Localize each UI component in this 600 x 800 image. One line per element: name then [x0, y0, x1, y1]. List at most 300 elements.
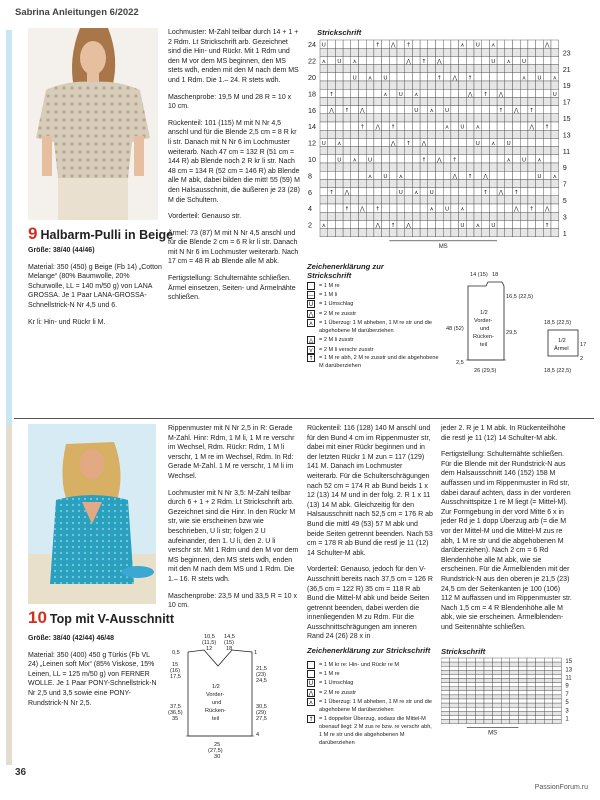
chart1-cell — [528, 171, 536, 179]
chart1-cell — [520, 179, 528, 187]
chart1-cell — [459, 65, 467, 73]
chart1-cell-symbol: U — [337, 59, 342, 65]
chart1-cell — [451, 220, 459, 228]
chart1-cell — [513, 179, 521, 187]
chart1-cell-symbol: ⋏ — [444, 124, 450, 131]
chart1-cell — [436, 147, 444, 155]
chart1-cell — [520, 171, 528, 179]
chart1-cell — [397, 229, 405, 237]
chart1-cell-symbol: ↑ — [529, 206, 535, 213]
chart2-cell — [518, 711, 527, 715]
chart1-cell — [328, 212, 336, 220]
chart2-cell — [475, 687, 484, 691]
chart1-cell — [335, 212, 343, 220]
chart2-cell — [501, 695, 510, 699]
chart1-cell-symbol: ↑ — [421, 59, 427, 65]
chart2-cell — [527, 670, 536, 674]
chart1-cell — [436, 89, 444, 97]
chart1-cell — [366, 40, 374, 48]
chart1-cell — [451, 56, 459, 64]
chart1-cell — [451, 212, 459, 220]
chart1-cell — [420, 48, 428, 56]
chart1-cell — [466, 40, 474, 48]
chart2-cell — [536, 679, 545, 683]
legend-text: = 1 doppelter Überzug, sodass die Mittel-M obenauf liegt: 2 M zus re bzw. re verschr abh, 1 M re str und die abgehobenen M darüberziehen — [319, 715, 432, 746]
chart1-cell — [505, 147, 513, 155]
chart1-cell — [420, 204, 428, 212]
chart1-cell — [420, 179, 428, 187]
photo-turquoise-top-image — [28, 424, 156, 604]
chart1-cell — [420, 188, 428, 196]
chart1-cell — [366, 114, 374, 122]
chart1-cell — [451, 114, 459, 122]
chart1-cell — [443, 65, 451, 73]
chart1-cell — [366, 106, 374, 114]
project2-legend-row — [307, 679, 435, 688]
chart1-cell-symbol: ↑ — [344, 206, 350, 213]
chart1-cell — [551, 147, 559, 155]
chart1-cell — [459, 73, 467, 81]
chart2-cell — [450, 695, 459, 699]
chart1-cell — [482, 122, 490, 130]
chart1-cell — [389, 188, 397, 196]
chart1-cell — [482, 138, 490, 146]
chart1-cell — [359, 89, 367, 97]
chart1-cell-symbol: U — [475, 42, 480, 49]
chart1-cell-symbol: ⋏ — [414, 91, 419, 98]
chart2-cell — [441, 683, 450, 687]
chart2-cell — [553, 658, 562, 662]
p2-schema-top2: (11,5) — [202, 640, 217, 646]
chart2-cell — [510, 715, 519, 719]
chart1-cell — [428, 220, 436, 228]
chart1-cell — [497, 56, 505, 64]
chart1-cell — [389, 155, 397, 163]
chart1-cell — [428, 56, 436, 64]
chart1-cell — [466, 179, 474, 187]
chart1-cell-symbol: ⋀ — [437, 59, 442, 65]
chart2-cell — [544, 699, 553, 703]
chart1-cell — [520, 114, 528, 122]
chart2-cell — [501, 699, 510, 703]
chart2-cell — [527, 683, 536, 687]
chart2-cell — [450, 703, 459, 707]
chart1-cell-symbol: ⋀ — [437, 157, 442, 164]
legend-symbol-icon: ↑ — [308, 715, 314, 723]
p2-schema-side2: (36,5) — [168, 710, 183, 716]
chart1-cell — [397, 212, 405, 220]
chart1-cell — [466, 130, 474, 138]
chart1-cell — [451, 48, 459, 56]
chart1-cell — [459, 147, 467, 155]
chart2-cell — [458, 666, 467, 670]
chart1-cell — [412, 65, 420, 73]
p1-sleeve-bottom: 18,5 (22,5) — [544, 368, 572, 374]
chart1-cell — [366, 97, 374, 105]
project2-chart-title: Strickschrift — [441, 647, 486, 656]
chart1-cell — [489, 106, 497, 114]
chart1-cell — [412, 48, 420, 56]
chart1-cell — [405, 65, 413, 73]
chart1-cell — [451, 179, 459, 187]
chart1-cell — [459, 229, 467, 237]
p1-sleeve-rib: 2 — [580, 356, 584, 362]
chart1-cell-symbol: ⋏ — [537, 157, 542, 164]
chart2-cell — [536, 683, 545, 687]
chart2-cell — [544, 715, 553, 719]
chart1-cell — [474, 212, 482, 220]
chart1-cell — [412, 196, 420, 204]
chart2-cell — [493, 687, 502, 691]
chart1-cell — [436, 179, 444, 187]
chart2-cell — [527, 662, 536, 666]
p1-schema-height: 48 (52) — [446, 326, 464, 332]
chart1-cell — [436, 171, 444, 179]
chart1-cell — [328, 130, 336, 138]
chart2-cell — [536, 711, 545, 715]
chart1-cell — [420, 89, 428, 97]
chart1-cell — [551, 81, 559, 89]
chart1-cell — [459, 81, 467, 89]
chart2-cell — [518, 699, 527, 703]
chart1-cell — [443, 155, 451, 163]
chart2-cell — [527, 699, 536, 703]
chart1-cell — [459, 171, 467, 179]
chart1-cell — [528, 138, 536, 146]
chart2-cell — [518, 691, 527, 695]
chart2-cell — [501, 670, 510, 674]
chart1-cell — [443, 188, 451, 196]
p1-schema-l4: Rücken- — [473, 334, 494, 340]
chart1-cell — [520, 48, 528, 56]
chart1-cell — [459, 130, 467, 138]
chart2-cell — [458, 691, 467, 695]
chart1-cell — [420, 171, 428, 179]
chart1-cell — [359, 188, 367, 196]
chart1-cell-symbol: U — [460, 124, 465, 131]
chart1-cell — [505, 212, 513, 220]
chart1-cell — [420, 212, 428, 220]
chart1-cell — [405, 147, 413, 155]
chart1-cell-symbol: ↑ — [390, 223, 396, 229]
project1-knit-chart-svg — [307, 38, 577, 250]
chart1-cell — [543, 138, 551, 146]
chart1-cell — [520, 89, 528, 97]
chart1-cell — [536, 212, 544, 220]
chart2-cell — [527, 711, 536, 715]
chart1-cell-symbol: U — [321, 141, 326, 147]
chart1-cell-symbol: ⋀ — [483, 173, 488, 180]
project2-legend-row — [307, 688, 435, 697]
chart2-cell — [518, 666, 527, 670]
p2-schema-neck1: 14,5 — [224, 634, 235, 640]
chart1-cell — [335, 179, 343, 187]
chart1-cell — [412, 122, 420, 130]
chart1-cell — [513, 122, 521, 130]
legend-symbol-icon — [307, 661, 315, 669]
chart1-cell — [397, 97, 405, 105]
project1-maschenprobe: Maschenprobe: 19,5 M und 28 R = 10 x 10 cm. — [168, 93, 292, 111]
chart2-cell — [475, 711, 484, 715]
project2-knit-chart — [441, 656, 591, 738]
chart1-row-label-right: 19 — [562, 81, 571, 91]
project2-vorderteil: Vorderteil: Genauso, jedoch für den V-Ausschnitt bereits nach 37,5 cm = 126 R (36,5 cm = 122 R) 35 cm = 118 R ab Bund die Mittel-M abk und beide Seiten getrennt beenden, dabei werden die innenliegenden M zu Rdm. Für die Ausschnittschrägungen am inneren Rand 24 (26) 28 x in — [307, 566, 433, 641]
chart1-cell — [459, 163, 467, 171]
chart1-cell — [459, 114, 467, 122]
chart1-cell — [366, 204, 374, 212]
chart1-cell — [528, 212, 536, 220]
project1-chart-title: Strickschrift — [317, 28, 362, 37]
project1-middle-column — [168, 28, 300, 310]
chart1-cell-symbol: ⋏ — [321, 59, 326, 65]
chart1-cell — [397, 163, 405, 171]
chart1-cell — [497, 171, 505, 179]
chart2-cell — [527, 707, 536, 711]
chart2-cell — [450, 670, 459, 674]
chart1-cell — [328, 97, 336, 105]
chart1-cell-symbol: ↑ — [467, 173, 473, 180]
chart1-cell-symbol: ↑ — [483, 91, 488, 98]
chart1-cell — [374, 188, 382, 196]
chart1-cell — [428, 97, 436, 105]
chart1-cell — [328, 171, 336, 179]
chart1-cell — [359, 97, 367, 105]
legend-text: = 2 M li zusstr — [319, 337, 354, 344]
project2-rueckenteil: Rückenteil: 116 (128) 140 M anschl und für den Bund 4 cm im Rippenmuster str, dabei mit einer Rückr beginnen und in der letzten Rückr 1 M zun = 117 (129) 141 M. Danach im Lochmuster weiterarb. Für die Schulterschrägungen nach 52 cm = 174 R ab Bund beids 1 x 12 (13) 14 M und in der folg. 2. R 1 x 11 (13) 14 M abk. Gleichzeitig für den Halsausschnitt nach 52,5 cm = 176 R ab Bund die mittl 49 (53) 57 M abk und beide Seiten getrennt beenden. Nach 53 cm = 178 R ab Bund die restl je 11 (12) 14 Schulter-M abk. — [307, 425, 433, 557]
p2-schema-b3: 30 — [214, 754, 221, 760]
p2-schema-sh2: 1 — [254, 650, 258, 656]
chart1-cell — [328, 122, 336, 130]
chart1-cell — [513, 138, 521, 146]
chart1-cell — [497, 48, 505, 56]
chart1-cell-symbol: U — [444, 206, 450, 213]
chart1-cell — [459, 138, 467, 146]
chart2-cell — [458, 711, 467, 715]
chart1-cell — [366, 196, 374, 204]
chart1-cell — [374, 147, 382, 155]
chart1-cell — [474, 65, 482, 73]
chart1-cell — [459, 89, 467, 97]
chart2-cell — [544, 662, 553, 666]
chart2-cell — [501, 703, 510, 707]
chart2-cell — [467, 707, 476, 711]
chart2-cell — [475, 666, 484, 670]
chart2-cell — [441, 707, 450, 711]
project2-rippen: Rippenmuster mit N Nr 2,5 in R: Gerade M-Zahl. Hinr: Rdm, 1 M li, 1 M re verschr im Wechsel, Rdm. Rückr: Rdm, 1 M li verschr, 1 M re im Wechsel, Rdm. In Rd: Gerade M-Zahl. 1 M re verschr, 1 M li im Wechsel. — [168, 425, 295, 480]
chart1-cell — [528, 89, 536, 97]
chart1-cell — [459, 212, 467, 220]
chart2-cell — [441, 658, 450, 662]
chart2-cell — [493, 658, 502, 662]
chart1-cell — [482, 155, 490, 163]
chart1-cell — [505, 114, 513, 122]
chart2-cell — [536, 662, 545, 666]
chart2-cell — [536, 703, 545, 707]
chart1-row-label-left: 12 — [308, 138, 316, 148]
chart2-cell — [501, 658, 510, 662]
chart1-cell — [405, 229, 413, 237]
chart1-cell — [382, 114, 390, 122]
chart2-cell — [493, 707, 502, 711]
chart2-cell — [484, 670, 493, 674]
chart1-cell — [474, 81, 482, 89]
chart2-cell — [441, 695, 450, 699]
chart1-cell — [405, 81, 413, 89]
chart1-cell — [474, 229, 482, 237]
chart2-cell — [475, 674, 484, 678]
chart1-cell — [497, 229, 505, 237]
project1-kr-li: Kr li: Hin- und Rückr li M. — [28, 318, 106, 326]
chart1-row-label-right: 21 — [562, 64, 571, 74]
chart1-cell — [536, 229, 544, 237]
chart1-cell — [497, 147, 505, 155]
chart2-cell — [484, 679, 493, 683]
project2-col3a: jeder 2. R je 1 M abk. In Rückenteilhöhe die restl je 11 (12) 14 Schulter-M abk. — [441, 425, 566, 442]
chart1-cell — [320, 114, 328, 122]
chart1-cell — [335, 196, 343, 204]
chart1-cell — [412, 212, 420, 220]
chart1-cell — [374, 89, 382, 97]
chart1-cell — [428, 65, 436, 73]
chart1-cell — [543, 97, 551, 105]
chart1-row-label-left: 22 — [308, 56, 316, 66]
chart1-cell — [513, 220, 521, 228]
chart1-cell — [420, 81, 428, 89]
chart1-cell — [412, 73, 420, 81]
chart1-cell — [551, 97, 559, 105]
chart1-cell — [474, 171, 482, 179]
chart2-cell — [536, 687, 545, 691]
chart1-cell-symbol: ⋏ — [367, 173, 373, 180]
chart1-cell — [320, 212, 328, 220]
chart2-cell — [484, 695, 493, 699]
project1-legend-row — [307, 300, 439, 309]
chart1-cell-symbol: ⋀ — [452, 75, 458, 82]
chart2-cell — [553, 691, 562, 695]
chart1-cell — [451, 188, 459, 196]
chart2-cell — [467, 720, 476, 724]
chart1-cell — [428, 179, 436, 187]
chart1-cell — [412, 56, 420, 64]
chart2-cell — [527, 666, 536, 670]
chart1-cell — [335, 147, 343, 155]
p1-schema-neck: 18 — [492, 272, 499, 278]
chart1-cell — [335, 48, 343, 56]
chart1-cell — [343, 138, 351, 146]
p2-schema-b1: 25 — [214, 742, 221, 748]
legend-symbol-icon — [307, 282, 315, 290]
chart2-cell — [518, 679, 527, 683]
chart1-cell — [474, 204, 482, 212]
chart1-cell — [551, 229, 559, 237]
project1-legend-row — [307, 290, 439, 299]
legend-text: = 1 Umschlag — [319, 301, 354, 308]
chart2-cell — [458, 658, 467, 662]
chart2-cell — [553, 707, 562, 711]
chart1-cell — [366, 220, 374, 228]
chart1-cell — [482, 229, 490, 237]
chart1-cell — [451, 130, 459, 138]
chart1-cell-symbol: U — [444, 108, 450, 115]
project2-fertigstellung: Fertigstellung: Schulternähte schließen. Für die Blende mit der Rundstrick-N aus dem Halsausschnitt 146 (152) 158 M auffassen und im Rippenmuster in Rd str, dabei darauf achten, dass in der vorderen Ausschnittspitze 1 re M liegt (= Mittel-M). Zur Formgebung in der vord Mitte 6 x in jeder Rd je 1 dopp Überzug arb (= die M vor der Mittel-M und die Mittel-M zus re abh, 1 M re str und die abgehobenen M darüberziehen). Nach 2 cm = 6 Rd Blendenhöhe alle M abk, wie sie erscheinen. Für die Ärmelblenden mit der Rundstrick-N aus den oberen je 21,5 (23) 24,5 cm der Seitenkanten je 100 (106) 112 M auffassen und im Rippenmuster str. Nach 1,5 cm = 4 R Blendenhöhe alle M abk, wie sie erscheinen. Ärmelblenden- und Seitennähte schließen. — [441, 451, 572, 631]
chart1-cell — [505, 130, 513, 138]
chart1-cell — [536, 147, 544, 155]
chart2-cell — [544, 683, 553, 687]
chart2-cell — [518, 687, 527, 691]
chart1-cell — [536, 204, 544, 212]
chart1-cell — [320, 171, 328, 179]
project1-legend-row — [307, 281, 439, 290]
chart2-row-label: 3 — [565, 708, 569, 715]
chart1-cell-symbol: ⋀ — [344, 190, 350, 197]
chart1-cell — [436, 48, 444, 56]
legend-symbol-icon: ⋎ — [308, 346, 314, 354]
chart2-cell — [441, 699, 450, 703]
chart1-cell — [482, 97, 490, 105]
chart1-row-label-left: 24 — [308, 40, 316, 50]
project2-title — [28, 608, 174, 628]
project1-vorderteil: Vorderteil: Genauso str. — [168, 213, 242, 221]
chart1-cell — [489, 122, 497, 130]
chart2-cell — [484, 707, 493, 711]
chart2-cell — [493, 683, 502, 687]
chart2-row-label: 15 — [565, 659, 573, 666]
chart1-cell — [374, 130, 382, 138]
chart1-cell — [359, 196, 367, 204]
chart1-cell — [497, 155, 505, 163]
chart1-cell — [489, 163, 497, 171]
chart2-cell — [450, 687, 459, 691]
chart1-cell-symbol: ↑ — [390, 124, 396, 131]
chart2-cell — [553, 666, 562, 670]
p2-schema-arm1: 21,5 — [256, 666, 267, 672]
chart1-cell — [359, 48, 367, 56]
chart1-cell — [335, 73, 343, 81]
chart2-cell — [475, 707, 484, 711]
chart1-cell — [320, 188, 328, 196]
chart1-row-label-right: 1 — [562, 228, 567, 238]
chart1-cell-symbol: ⋀ — [467, 91, 473, 98]
chart1-cell — [412, 163, 420, 171]
legend-symbol-icon: U — [308, 301, 314, 309]
chart1-cell — [436, 138, 444, 146]
chart1-cell-symbol: ⋀ — [375, 124, 381, 131]
chart2-cell — [458, 715, 467, 719]
chart1-cell-symbol: ↑ — [360, 124, 365, 131]
chart2-cell — [527, 695, 536, 699]
chart1-cell — [420, 130, 428, 138]
chart2-cell — [458, 687, 467, 691]
chart1-cell — [397, 122, 405, 130]
chart1-cell — [389, 81, 397, 89]
chart2-cell — [441, 715, 450, 719]
project2-title-text: Top mit V-Ausschnitt — [49, 612, 174, 626]
chart1-cell — [466, 188, 474, 196]
p2-schema-top1: 10,5 — [204, 634, 215, 640]
chart1-cell — [389, 106, 397, 114]
chart2-cell — [484, 691, 493, 695]
chart1-cell — [335, 229, 343, 237]
chart2-cell — [536, 720, 545, 724]
p1-schema-side: 29,5 — [506, 330, 517, 336]
page-number: 36 — [15, 767, 27, 778]
chart1-cell — [474, 163, 482, 171]
chart1-cell — [328, 73, 336, 81]
chart2-cell — [484, 711, 493, 715]
project2-column-4 — [441, 424, 573, 639]
chart1-cell-symbol: ↑ — [467, 75, 473, 82]
chart1-row-label-left: 8 — [308, 171, 312, 181]
